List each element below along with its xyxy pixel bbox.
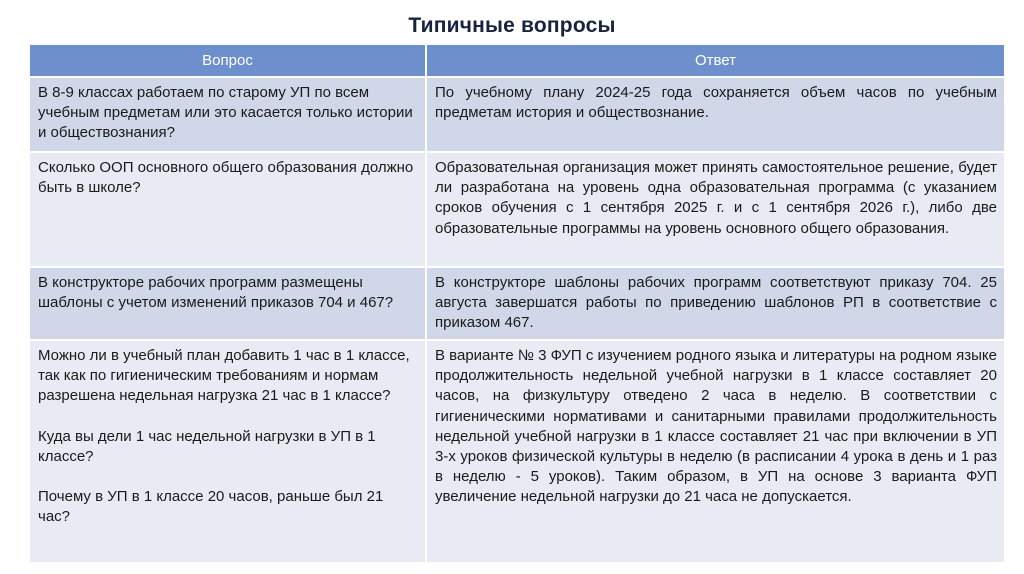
question-part: Можно ли в учебный план добавить 1 час в 1 классе, так как по гигиеническим требованиям и нормам разрешена недельная нагрузка 21 час в 1 классе? [38,347,410,405]
question-cell [29,340,426,563]
page-title: Типичные вопросы [408,14,616,37]
question-part: Куда вы дели 1 час недельной нагрузки в УП в 1 классе? [38,427,376,465]
table-row [29,267,1005,340]
answer-cell: В варианте № 3 ФУП с изучением родного языка и литературы на родном языке продолжительность недельной учебной нагрузки в 1 классе составляет 20 часов, на физкультуру отведено 2 часа в неделю. В соответствии с гигиеническими нормативами и санитарными правилами продолжительность недельной учебной нагрузки в 1 классе составляет 21 час при включении в УП 3-х уроков физической культуры в неделю (в расписании 4 урока в день и 1 раз в неделю - 5 уроков). Таким образом, в УП на основе 3 варианта ФУП увеличение недельной нагрузки до 21 часа не допускается. [426,340,1005,563]
question-cell: В конструкторе рабочих программ размещены шаблоны с учетом изменений приказов 704 и 467? [29,267,426,340]
answer-column-header: Ответ [426,44,1005,77]
question-column-header: Вопрос [29,44,426,77]
answer-cell: По учебному плану 2024-25 года сохраняется объем часов по учебным предметам история и обществознание. [426,77,1005,152]
answer-cell: Образовательная организация может принять самостоятельное решение, будет ли разработана на уровень одна образовательная программа (с указанием сроков обучения с 1 сентября 2025 г. и с 1 сентября 2026 г.), либо две образовательные программы на уровень основного общего образования. [426,152,1005,267]
table-row [29,152,1005,267]
question-part: Почему в УП в 1 классе 20 часов, раньше был 21 час? [38,488,384,526]
faq-table [28,43,1006,564]
table-row [29,77,1005,152]
table-header-row [29,44,1005,77]
question-cell: Сколько ООП основного общего образования должно быть в школе? [29,152,426,267]
question-cell: В 8-9 классах работаем по старому УП по всем учебным предметам или это касается только истории и обществознания? [29,77,426,152]
answer-cell: В конструкторе шаблоны рабочих программ соответствуют приказу 704. 25 августа завершатся работы по приведению шаблонов РП в соответствие с приказом 467. [426,267,1005,340]
table-row [29,340,1005,563]
